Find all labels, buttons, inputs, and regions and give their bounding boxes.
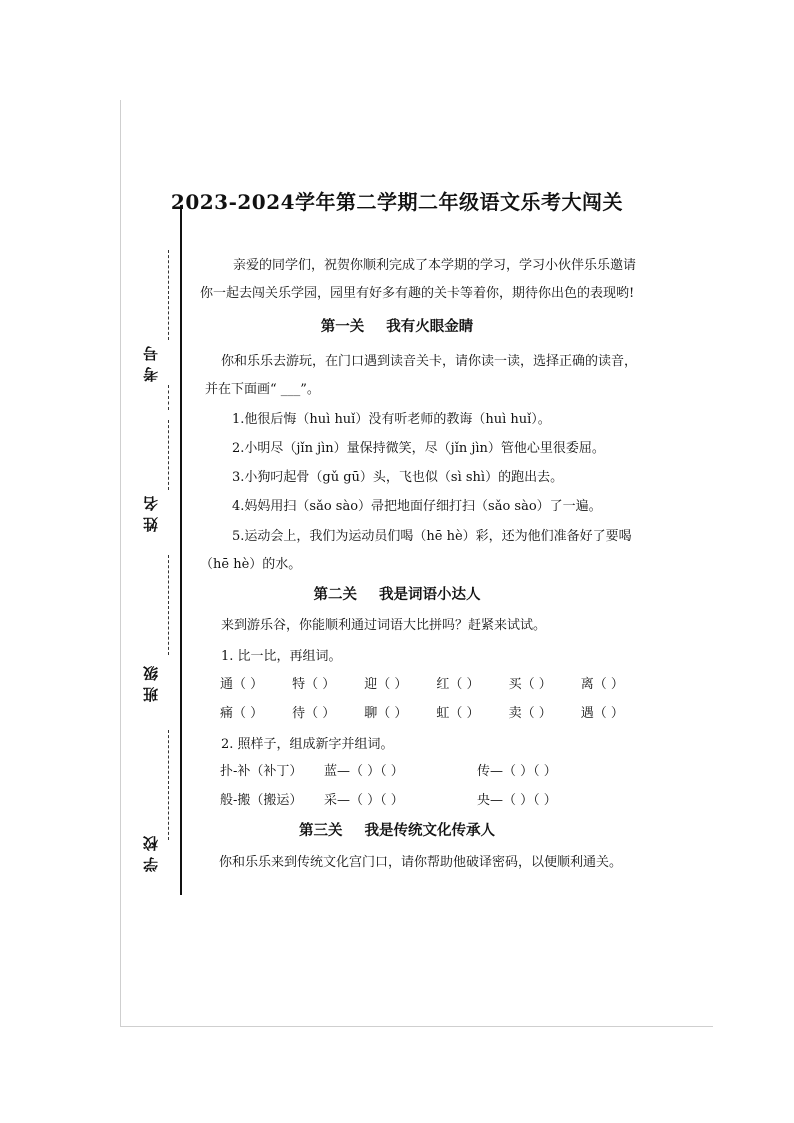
q1-row1-item[interactable]: 迎（ ） — [364, 677, 408, 692]
intro-line-2: 你一起去闯关乐学园，园里有好多有趣的关卡等着你，期待你出色的表现哟! — [200, 286, 635, 301]
side-label-name: 姓名 — [142, 490, 160, 532]
section1-item-3[interactable]: 3.小狗叼起骨（gǔ gū）头，飞也似（sì shì）的跑出去。 — [232, 470, 564, 485]
section2-title-a: 第二关 — [313, 586, 357, 603]
section1-item-5-line-2[interactable]: （hē hè）的水。 — [200, 557, 302, 572]
intro-line-1: 亲爱的同学们，祝贺你顺利完成了本学期的学习，学习小伙伴乐乐邀请 — [233, 258, 637, 273]
section3-title-a: 第三关 — [299, 822, 343, 839]
q1-row-2 — [220, 702, 649, 721]
q2-example-2: 般-搬（搬运） — [220, 793, 303, 808]
q1-row2-item[interactable]: 遇（ ） — [580, 706, 624, 721]
q1-row-1 — [220, 673, 649, 692]
side-label-class: 班级 — [142, 660, 160, 702]
q1-row2-item[interactable]: 虹（ ） — [436, 706, 480, 721]
section1-instr-line-1: 你和乐乐去游玩，在门口遇到读音关卡，请你读一读，选择正确的读音， — [221, 354, 638, 369]
binding-line — [180, 205, 182, 895]
q1-row2-item[interactable]: 痛（ ） — [220, 706, 264, 721]
q2-blank-cai[interactable]: 采—（ ）（ ） — [324, 793, 404, 808]
q1-row2-item[interactable]: 卖（ ） — [508, 706, 552, 721]
section1-item-4[interactable]: 4.妈妈用扫（sǎo sào）帚把地面仔细打扫（sǎo sào）了一遍。 — [232, 499, 602, 514]
section1-item-1[interactable]: 1.他很后悔（huì huǐ）没有听老师的教诲（huì huǐ）。 — [232, 412, 551, 427]
section2-instr: 来到游乐谷，你能顺利通过词语大比拼吗？赶紧来试试。 — [221, 618, 547, 633]
section1-item-2[interactable]: 2.小明尽（jǐn jìn）量保持微笑，尽（jǐn jìn）管他心里很委屈。 — [232, 441, 605, 456]
q2-example-1: 扑-补（补丁） — [220, 764, 303, 779]
section1-instr-line-2: 并在下面画“ ___”。 — [205, 382, 320, 397]
q2-blank-chuan[interactable]: 传—（ ）（ ） — [477, 764, 557, 779]
q1-row1-item[interactable]: 通（ ） — [220, 677, 264, 692]
name-underline[interactable] — [168, 420, 169, 490]
section2-title-b: 我是词语小达人 — [379, 586, 481, 603]
section1-title-a: 第一关 — [320, 318, 365, 335]
q1-row1-item[interactable]: 特（ ） — [292, 677, 336, 692]
section1-item-5-line-1[interactable]: 5.运动会上，我们为运动员们喝（hē hè）彩，还为他们准备好了要喝 — [232, 529, 632, 544]
section3-instr: 你和乐乐来到传统文化宫门口，请你帮助他破译密码，以便顺利通关。 — [219, 855, 623, 870]
section1-title — [0, 315, 794, 336]
section3-title-b: 我是传统文化传承人 — [364, 822, 495, 839]
section2-title — [0, 583, 794, 604]
q2-blank-lan[interactable]: 蓝—（ ）（ ） — [324, 764, 404, 779]
page-title: 2023-2024学年第二学期二年级语文乐考大闯关 — [170, 190, 624, 214]
side-label-exam-no: 考号 — [142, 340, 160, 382]
section1-title-b: 我有火眼金睛 — [386, 318, 474, 335]
section3-title — [0, 819, 794, 840]
q1-row1-item[interactable]: 买（ ） — [508, 677, 552, 692]
q1-row2-item[interactable]: 待（ ） — [292, 706, 336, 721]
q2-blank-yang[interactable]: 央—（ ）（ ） — [477, 793, 557, 808]
exam-no-underline-lower[interactable] — [168, 385, 169, 410]
q1-row1-item[interactable]: 离（ ） — [580, 677, 624, 692]
class-underline[interactable] — [168, 555, 169, 655]
section2-q1: 1. 比一比，再组词。 — [221, 649, 342, 664]
section2-q2: 2. 照样子，组成新字并组词。 — [221, 737, 394, 752]
q1-row2-item[interactable]: 聊（ ） — [364, 706, 408, 721]
side-label-school: 学校 — [142, 830, 160, 872]
q1-row1-item[interactable]: 红（ ） — [436, 677, 480, 692]
